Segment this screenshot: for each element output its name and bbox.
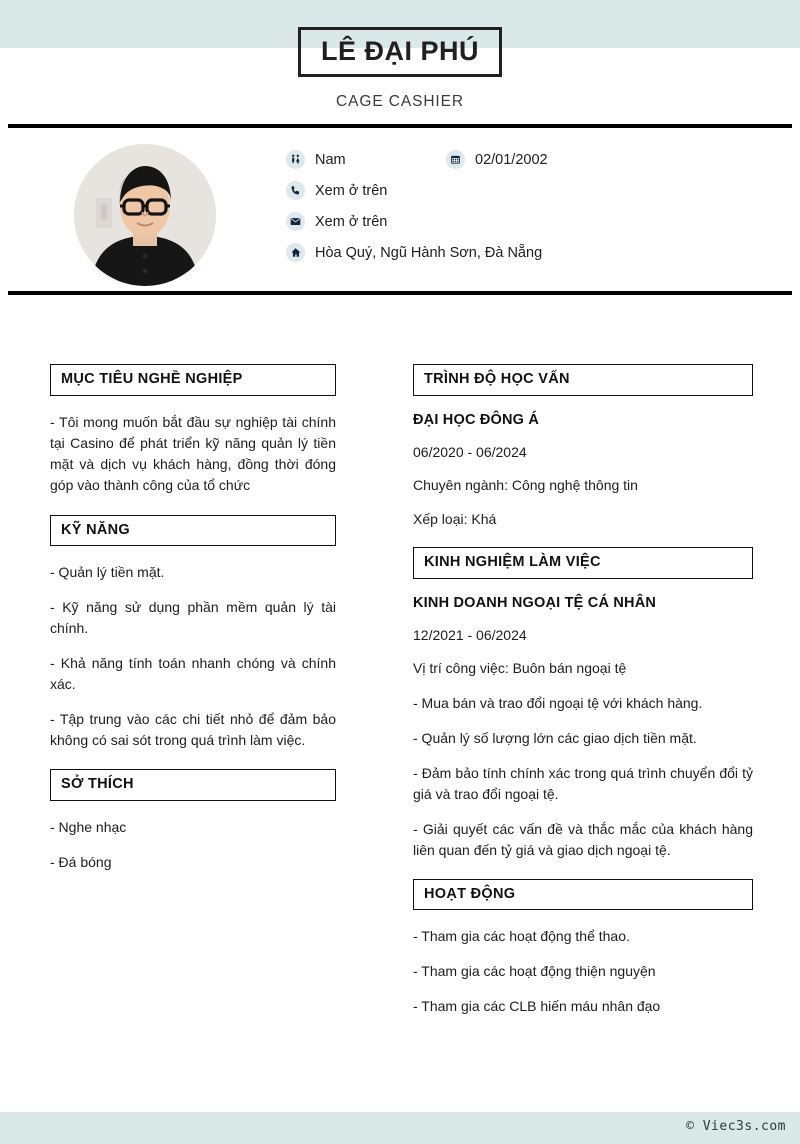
list-item: - Đảm bảo tính chính xác trong quá trình chuyển đổi tỷ giá và trao đổi ngoại tệ. xyxy=(413,764,753,802)
section-experience xyxy=(413,547,753,861)
phone-value: Xem ở trên xyxy=(315,182,388,199)
section-header-activities xyxy=(413,879,753,911)
experience-company: KINH DOANH NGOẠI TỆ CÁ NHÂN xyxy=(413,594,657,611)
list-item: - Mua bán và trao đổi ngoại tệ với khách hàng. xyxy=(413,694,703,711)
section-objective xyxy=(50,364,336,497)
avatar xyxy=(74,144,216,286)
list-item: - Tham gia các hoạt động thiện nguyện xyxy=(413,963,656,980)
contact-row xyxy=(286,150,786,181)
section-interests xyxy=(50,769,336,873)
section-title: KỸ NĂNG xyxy=(61,521,130,538)
gender-value: Nam xyxy=(315,151,346,168)
contact-email xyxy=(286,212,387,231)
contact-address xyxy=(286,243,542,262)
page-title: LÊ ĐẠI PHÚ xyxy=(320,36,480,66)
list-item: - Quản lý số lượng lớn các giao dịch tiền mặt. xyxy=(413,729,697,746)
education-school: ĐẠI HỌC ĐÔNG Á xyxy=(413,411,540,428)
phone-icon xyxy=(286,181,305,200)
calendar-icon xyxy=(446,150,465,169)
section-title: MỤC TIÊU NGHỀ NGHIỆP xyxy=(61,371,243,387)
contact-row xyxy=(286,212,786,243)
contact-row xyxy=(286,243,786,274)
contact-list xyxy=(286,150,786,274)
job-title: CAGE CASHIER xyxy=(336,93,464,110)
divider-bottom xyxy=(8,291,792,295)
list-item: - Nghe nhạc xyxy=(50,818,127,835)
contact-birthday xyxy=(446,150,548,169)
list-item: - Tham gia các hoạt động thể thao. xyxy=(413,928,630,945)
birthday-value: 02/01/2002 xyxy=(475,151,548,168)
list-item: - Đá bóng xyxy=(50,853,112,870)
experience-period: 12/2021 - 06/2024 xyxy=(413,626,527,643)
section-title: TRÌNH ĐỘ HỌC VẤN xyxy=(424,371,570,387)
section-skills xyxy=(50,515,336,752)
envelope-icon xyxy=(286,212,305,231)
section-education xyxy=(413,364,753,529)
list-item: - Giải quyết các vấn đề và thắc mắc của khách hàng liên quan đến tỷ giá và giao dịch ngoại tệ. xyxy=(413,820,753,858)
email-value: Xem ở trên xyxy=(315,213,388,230)
section-title: SỞ THÍCH xyxy=(61,776,134,793)
objective-text: - Tôi mong muốn bắt đầu sự nghiệp tài chính tại Casino để phát triển kỹ năng quản lý tiền mặt và dịch vụ khách hàng, đồng thời đóng góp vào thành công của tổ chức xyxy=(50,413,336,494)
list-item: - Tập trung vào các chi tiết nhỏ để đảm bảo không có sai sót trong quá trình làm việc. xyxy=(50,711,336,749)
contact-phone xyxy=(286,181,387,200)
experience-position: Vị trí công việc: Buôn bán ngoại tệ xyxy=(413,660,627,677)
contact-gender xyxy=(286,150,346,169)
section-header-interests xyxy=(50,769,336,801)
section-header-education xyxy=(413,364,753,396)
gender-icon xyxy=(286,150,305,169)
section-header-experience xyxy=(413,547,753,579)
section-title: HOẠT ĐỘNG xyxy=(424,885,516,902)
name-box xyxy=(298,27,502,77)
section-header-skills xyxy=(50,515,336,547)
list-item: - Kỹ năng sử dụng phần mềm quản lý tài chính. xyxy=(50,599,336,637)
right-column xyxy=(413,364,753,1035)
cv-header xyxy=(0,0,800,127)
address-value: Hòa Quý, Ngũ Hành Sơn, Đà Nẵng xyxy=(315,244,543,261)
section-header-objective xyxy=(50,364,336,396)
left-column xyxy=(50,364,336,891)
contact-row xyxy=(286,181,786,212)
education-major: Chuyên ngành: Công nghệ thông tin xyxy=(413,477,638,494)
education-grade: Xếp loại: Khá xyxy=(413,510,497,527)
list-item: - Quản lý tiền mặt. xyxy=(50,564,165,581)
section-title: KINH NGHIỆM LÀM VIỆC xyxy=(424,554,601,571)
list-item: - Tham gia các CLB hiến máu nhân đạo xyxy=(413,998,661,1015)
contact-section xyxy=(0,128,800,291)
watermark: © Viec3s.com xyxy=(686,1119,786,1134)
education-period: 06/2020 - 06/2024 xyxy=(413,443,527,460)
list-item: - Khả năng tính toán nhanh chóng và chính xác. xyxy=(50,655,336,693)
footer-band xyxy=(0,1112,800,1144)
home-icon xyxy=(286,243,305,262)
section-activities xyxy=(413,879,753,1018)
